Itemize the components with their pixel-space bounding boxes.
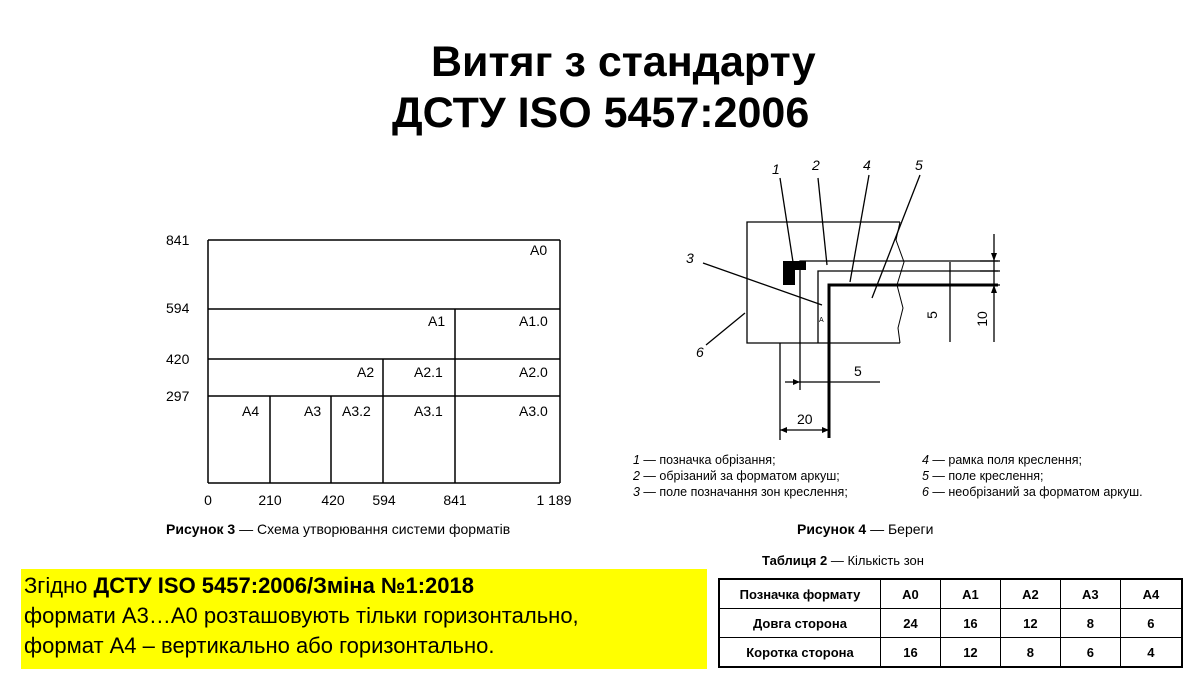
figure4-legend-left <box>633 452 848 500</box>
table-cell: 12 <box>1000 609 1060 638</box>
fig3-cell-a2-1: A2.1 <box>414 364 443 380</box>
fig3-cell-a3-0: A3.0 <box>519 403 548 419</box>
legend-item-3: 3 — поле позначання зон креслення; <box>633 485 848 499</box>
figure3-caption-text: — Схема утворювання системи форматів <box>235 521 511 537</box>
fig4-callout-2: 2 <box>812 157 820 173</box>
note-line-2: формати А3…А0 розташовують тільки горизонтально, <box>24 603 579 628</box>
title-line-2: ДСТУ ISO 5457:2006 <box>392 89 810 137</box>
fig4-callout-4: 4 <box>863 157 871 173</box>
note-standard-ref: ДСТУ ISO 5457:2006/Зміна №1:2018 <box>93 573 474 598</box>
zones-table <box>718 578 1183 668</box>
fig4-dim-10-right-label: 10 <box>974 311 990 327</box>
table-cell: 4 <box>1120 638 1182 668</box>
fig4-dim-5-bottom-label: 5 <box>854 363 862 379</box>
fig4-callout-6: 6 <box>696 344 704 360</box>
table-header-cell: A4 <box>1120 579 1182 609</box>
fig4-dim-5-right-label: 5 <box>924 311 940 319</box>
fig3-cell-a0: A0 <box>530 242 548 258</box>
figure4-caption-label: Рисунок 4 <box>797 521 867 537</box>
table2-caption <box>762 553 924 568</box>
fig4-callout-5: 5 <box>915 157 923 173</box>
table2-caption-text: — Кількість зон <box>827 553 924 568</box>
fig3-cell-a2-0: A2.0 <box>519 364 548 380</box>
fig3-cell-a4: A4 <box>242 403 260 419</box>
table-cell: 16 <box>940 609 1000 638</box>
figure4-legend-right <box>922 452 1143 500</box>
legend-item-4: 4 — рамка поля креслення; <box>922 453 1082 467</box>
table-cell: 8 <box>1060 609 1120 638</box>
table-cell: Коротка сторона <box>719 638 881 668</box>
legend-item-2: 2 — обрізаний за форматом аркуш; <box>633 469 840 483</box>
table-cell: 12 <box>940 638 1000 668</box>
table-cell: 6 <box>1060 638 1120 668</box>
figure4-caption-text: — Береги <box>866 521 934 537</box>
fig4-zone-mark: A <box>819 317 824 324</box>
fig3-ytick-297: 297 <box>166 388 190 404</box>
fig3-cell-a2: A2 <box>357 364 375 380</box>
fig3-xtick-420: 420 <box>321 492 345 508</box>
table-header-cell: A0 <box>881 579 941 609</box>
note-line-3: формат А4 – вертикально або горизонтально. <box>24 633 495 658</box>
fig3-ytick-841: 841 <box>166 232 190 248</box>
table2-caption-label: Таблиця 2 <box>762 553 828 568</box>
fig4-zone-field <box>818 271 998 343</box>
table-header-row <box>719 579 1182 609</box>
table-cell: 6 <box>1120 609 1182 638</box>
fig3-xtick-210: 210 <box>258 492 282 508</box>
fig3-cell-a3-1: A3.1 <box>414 403 443 419</box>
table-row <box>719 609 1182 638</box>
legend-item-5: 5 — поле креслення; <box>922 469 1044 483</box>
table-header-cell: A3 <box>1060 579 1120 609</box>
standard-note <box>21 569 707 669</box>
fig3-ytick-420: 420 <box>166 351 190 367</box>
table-header-cell: A1 <box>940 579 1000 609</box>
fig4-dim-20-bottom-label: 20 <box>797 411 813 427</box>
fig3-cell-a3-2: A3.2 <box>342 403 371 419</box>
fig3-ytick-594: 594 <box>166 300 190 316</box>
table-row <box>719 638 1182 668</box>
table-header-cell: A2 <box>1000 579 1060 609</box>
fig3-xtick-1189: 1 189 <box>536 492 572 508</box>
fig4-untrimmed-sheet <box>747 222 900 343</box>
legend-item-6: 6 — необрізаний за форматом аркуш. <box>922 485 1143 499</box>
figure4-caption <box>797 521 933 537</box>
table-cell: Довга сторона <box>719 609 881 638</box>
fig3-xtick-841: 841 <box>443 492 467 508</box>
fig4-cut-mark <box>783 261 806 285</box>
fig4-callout-3: 3 <box>686 250 694 266</box>
table-cell: 16 <box>881 638 941 668</box>
note-line-1: Згідно ДСТУ ISO 5457:2006/Зміна №1:2018 <box>24 573 474 598</box>
fig3-cell-a1: A1 <box>428 313 446 329</box>
legend-item-1: 1 — позначка обрізання; <box>633 453 776 467</box>
fig3-cell-a3: A3 <box>304 403 322 419</box>
fig4-callout-1: 1 <box>772 161 780 177</box>
fig4-drawing-frame <box>829 285 998 438</box>
fig3-cell-a1-0: A1.0 <box>519 313 548 329</box>
table-header-cell: Позначка формату <box>719 579 881 609</box>
title-line-1: Витяг з стандарту <box>431 38 816 86</box>
fig3-xtick-0: 0 <box>204 492 212 508</box>
fig3-xtick-594: 594 <box>372 492 396 508</box>
table-cell: 24 <box>881 609 941 638</box>
table-cell: 8 <box>1000 638 1060 668</box>
figure3-caption-label: Рисунок 3 <box>166 521 236 537</box>
